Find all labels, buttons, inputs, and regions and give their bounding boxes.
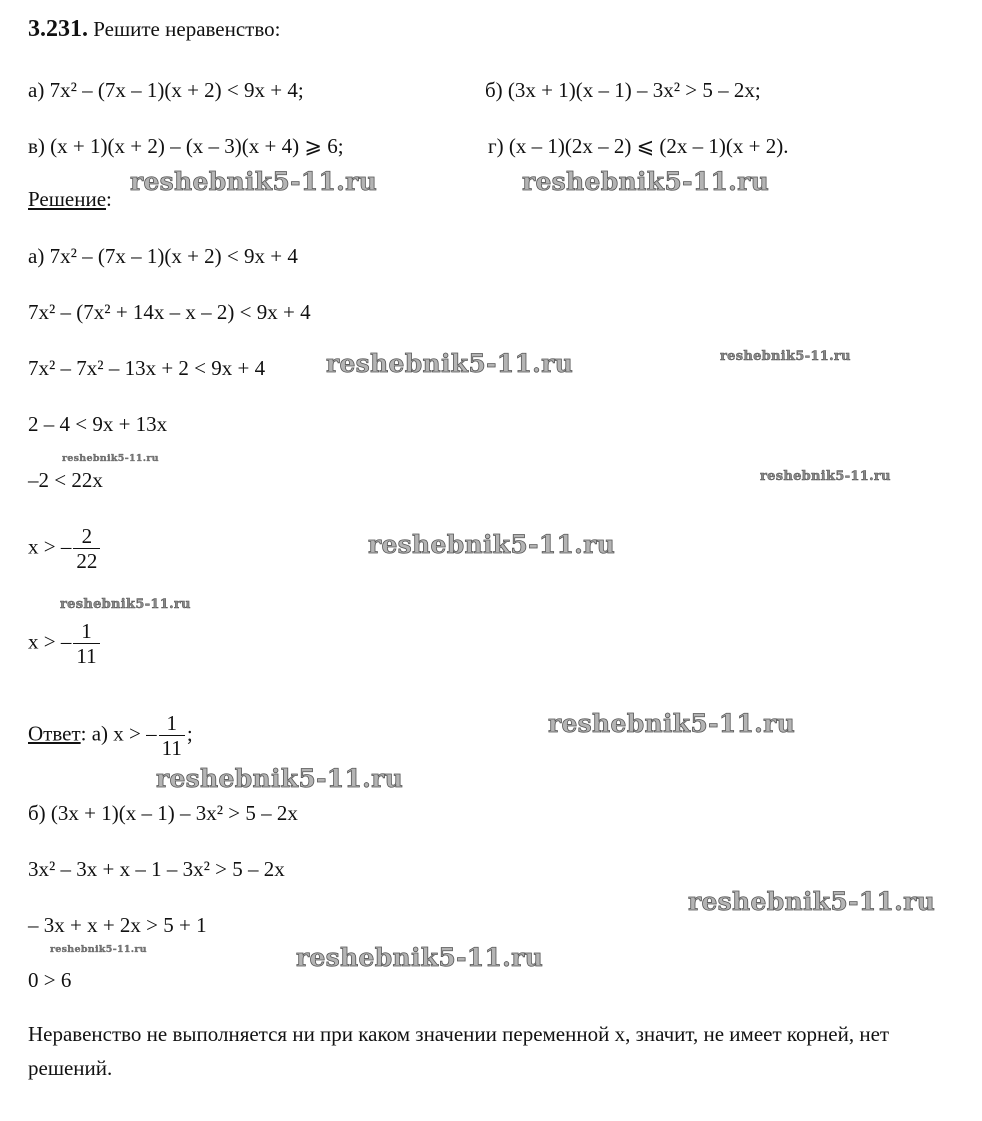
- watermark: reshebnik5-11.ru: [688, 887, 936, 916]
- solution-b-line-2: 3x² – 3x + x – 1 – 3x² > 5 – 2x: [28, 857, 285, 881]
- watermark: reshebnik5-11.ru: [522, 167, 770, 196]
- fraction-denominator: 22: [73, 548, 100, 573]
- fraction-prefix: x > –: [28, 629, 72, 654]
- solution-heading: Решение:: [28, 187, 112, 211]
- fraction-prefix: x > –: [28, 534, 72, 559]
- solution-b-line-3: – 3x + x + 2x > 5 + 1: [28, 913, 207, 937]
- task-g: г) (x – 1)(2x – 2) ⩽ (2x – 1)(x + 2).: [488, 134, 789, 158]
- solution-b-line-4: 0 > 6: [28, 968, 72, 992]
- solution-label: Решение: [28, 187, 107, 211]
- problem-header: [28, 16, 280, 42]
- watermark: reshebnik5-11.ru: [760, 469, 891, 484]
- answer-text: : а) x > –: [80, 721, 157, 746]
- task-v: в) (x + 1)(x + 2) – (x – 3)(x + 4) ⩾ 6;: [28, 134, 344, 158]
- answer-label: Ответ: [28, 721, 81, 746]
- watermark: reshebnik5-11.ru: [62, 453, 159, 464]
- watermark: reshebnik5-11.ru: [50, 944, 147, 955]
- watermark: reshebnik5-11.ru: [296, 943, 544, 972]
- solution-a-line-1: а) 7x² – (7x – 1)(x + 2) < 9x + 4: [28, 244, 298, 268]
- fraction-numerator: 1: [166, 711, 177, 735]
- fraction: [73, 619, 99, 668]
- task-a: а) 7x² – (7x – 1)(x + 2) < 9x + 4;: [28, 78, 304, 102]
- watermark: reshebnik5-11.ru: [130, 167, 378, 196]
- fraction: [73, 524, 100, 573]
- solution-a-line-7: [28, 619, 102, 668]
- solution-a-line-4: 2 – 4 < 9x + 13x: [28, 412, 168, 436]
- watermark: reshebnik5-11.ru: [368, 530, 616, 559]
- solution-b-line-1: б) (3x + 1)(x – 1) – 3x² > 5 – 2x: [28, 801, 298, 825]
- fraction-denominator: 11: [159, 735, 185, 760]
- problem-number: 3.231.: [28, 16, 88, 42]
- fraction-numerator: 1: [81, 619, 92, 643]
- solution-a-line-5: –2 < 22x: [28, 468, 103, 492]
- watermark: reshebnik5-11.ru: [326, 349, 574, 378]
- solution-a-line-2: 7x² – (7x² + 14x – x – 2) < 9x + 4: [28, 300, 311, 324]
- watermark: reshebnik5-11.ru: [720, 349, 851, 364]
- fraction-denominator: 11: [73, 643, 99, 668]
- solution-a-line-3: 7x² – 7x² – 13x + 2 < 9x + 4: [28, 356, 266, 380]
- task-b: б) (3x + 1)(x – 1) – 3x² > 5 – 2x;: [485, 78, 761, 102]
- fraction-numerator: 2: [81, 524, 93, 548]
- watermark: reshebnik5-11.ru: [60, 597, 191, 612]
- answer-fraction: [159, 711, 185, 760]
- watermark: reshebnik5-11.ru: [156, 764, 404, 793]
- solution-a-line-6: [28, 524, 102, 573]
- watermark: reshebnik5-11.ru: [548, 709, 796, 738]
- answer-line: [28, 711, 193, 760]
- answer-end: ;: [186, 721, 193, 746]
- solution-b-conclusion: Неравенство не выполняется ни при каком значении переменной x, значит, не имеет корней, нет решений.: [28, 1022, 890, 1080]
- problem-instruction: Решите неравенство:: [93, 17, 281, 41]
